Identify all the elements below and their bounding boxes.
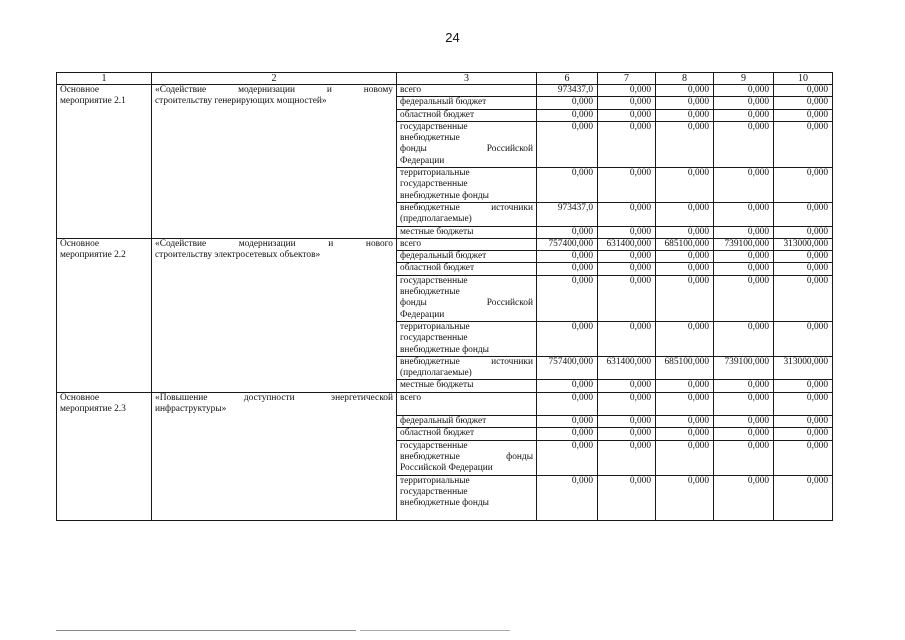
value-cell: 757400,000	[537, 356, 598, 380]
value-cell: 0,000	[598, 251, 656, 263]
funding-source	[397, 321, 537, 356]
cell-line: внебюджетные фонды	[400, 190, 489, 201]
value-cell: 0,000	[774, 380, 833, 392]
cell-line: государственные	[400, 486, 468, 497]
footer-rule	[360, 630, 510, 631]
value-cell: 0,000	[774, 168, 833, 203]
cell-line: государственные	[400, 121, 468, 132]
cell-line: территориальные	[400, 321, 470, 332]
value-cell: 0,000	[774, 109, 833, 121]
value-cell: 0,000	[537, 121, 598, 167]
value-cell: 757400,000	[537, 238, 598, 250]
table-row	[57, 392, 833, 415]
value-cell: 0,000	[598, 475, 656, 521]
value-cell: 0,000	[656, 428, 714, 440]
value-cell: 0,000	[656, 275, 714, 321]
value-cell: 0,000	[598, 202, 656, 226]
value-cell: 739100,000	[714, 238, 774, 250]
value-cell: 0,000	[656, 85, 714, 97]
value-cell: 0,000	[774, 416, 833, 428]
value-cell: 0,000	[598, 97, 656, 109]
value-cell: 0,000	[774, 475, 833, 521]
value-cell: 0,000	[598, 380, 656, 392]
cell-line: Основное	[60, 238, 100, 249]
value-cell: 0,000	[656, 251, 714, 263]
cell-line: государственные	[400, 275, 468, 286]
value-cell: 973437,0	[537, 85, 598, 97]
cell-line: областной бюджет	[400, 428, 475, 439]
funding-source	[397, 251, 537, 263]
funding-source	[397, 356, 537, 380]
value-cell: 0,000	[714, 263, 774, 275]
cell-line: федеральный бюджет	[400, 251, 487, 262]
value-cell: 0,000	[774, 121, 833, 167]
value-cell: 0,000	[537, 168, 598, 203]
value-cell: 0,000	[774, 97, 833, 109]
value-cell: 0,000	[598, 392, 656, 415]
value-cell: 973437,0	[537, 202, 598, 226]
funding-source	[397, 475, 537, 521]
value-cell: 0,000	[537, 97, 598, 109]
value-cell: 0,000	[537, 109, 598, 121]
cell-line: Основное	[60, 85, 100, 95]
value-cell: 0,000	[537, 321, 598, 356]
value-cell: 0,000	[774, 263, 833, 275]
value-cell: 0,000	[656, 440, 714, 475]
funding-source	[397, 263, 537, 275]
footer-rule	[56, 630, 356, 631]
cell-line: (предполагаемые)	[400, 368, 472, 379]
cell-line: «Содействие модернизации и новому	[155, 85, 393, 95]
value-cell: 685100,000	[656, 238, 714, 250]
header-cell: 10	[774, 73, 833, 85]
cell-line: территориальные	[400, 475, 470, 486]
value-cell: 0,000	[714, 428, 774, 440]
value-cell: 0,000	[774, 251, 833, 263]
value-cell: 0,000	[598, 109, 656, 121]
header-cell: 2	[152, 73, 397, 85]
funding-source	[397, 202, 537, 226]
funding-source	[397, 428, 537, 440]
cell-line: (предполагаемые)	[400, 214, 472, 225]
value-cell: 0,000	[774, 226, 833, 238]
value-cell: 0,000	[656, 97, 714, 109]
funding-source	[397, 109, 537, 121]
value-cell: 0,000	[774, 85, 833, 97]
cell-line: федеральный бюджет	[400, 97, 487, 108]
funding-source	[397, 440, 537, 475]
cell-line	[400, 509, 533, 520]
cell-line: строительству электросетевых объектов»	[155, 250, 321, 261]
cell-line: «Содействие модернизации и нового	[155, 238, 393, 249]
cell-line: мероприятие 2.2	[60, 250, 126, 261]
cell-line: внебюджетные	[400, 287, 460, 298]
cell-line: всего	[400, 392, 422, 403]
value-cell: 0,000	[714, 321, 774, 356]
value-cell: 0,000	[714, 275, 774, 321]
cell-line: Федерации	[400, 309, 445, 320]
header-cell: 9	[714, 73, 774, 85]
activity-title	[152, 85, 397, 239]
value-cell: 0,000	[537, 251, 598, 263]
value-cell: 739100,000	[714, 356, 774, 380]
funding-source	[397, 275, 537, 321]
value-cell: 0,000	[598, 275, 656, 321]
value-cell: 0,000	[774, 392, 833, 415]
value-cell: 0,000	[714, 440, 774, 475]
value-cell: 0,000	[714, 121, 774, 167]
value-cell: 0,000	[598, 168, 656, 203]
cell-line: мероприятие 2.3	[60, 404, 126, 415]
value-cell: 0,000	[537, 380, 598, 392]
value-cell: 0,000	[537, 275, 598, 321]
funding-source	[397, 85, 537, 97]
value-cell: 0,000	[774, 428, 833, 440]
value-cell: 0,000	[537, 440, 598, 475]
value-cell: 0,000	[774, 321, 833, 356]
value-cell: 0,000	[714, 226, 774, 238]
value-cell: 0,000	[598, 85, 656, 97]
header-row	[57, 73, 833, 85]
header-cell: 8	[656, 73, 714, 85]
cell-line: Федерации	[400, 155, 445, 166]
cell-line: внебюджетные источники	[400, 356, 533, 367]
cell-line: государственные	[400, 179, 468, 190]
page-number: 24	[445, 30, 460, 45]
activity-title	[152, 238, 397, 392]
funding-table	[56, 72, 833, 521]
value-cell: 0,000	[714, 168, 774, 203]
cell-line: «Повышение доступности энергетической	[155, 392, 393, 403]
value-cell: 0,000	[774, 275, 833, 321]
value-cell: 0,000	[714, 392, 774, 415]
value-cell: 0,000	[656, 392, 714, 415]
activity-label	[57, 238, 152, 392]
header-cell: 6	[537, 73, 598, 85]
funding-source	[397, 392, 537, 415]
value-cell: 0,000	[537, 263, 598, 275]
value-cell: 0,000	[714, 97, 774, 109]
cell-line: территориальные	[400, 168, 470, 179]
cell-line: мероприятие 2.1	[60, 96, 126, 107]
value-cell: 0,000	[537, 226, 598, 238]
cell-line: Основное	[60, 392, 100, 403]
value-cell: 685100,000	[656, 356, 714, 380]
cell-line: местные бюджеты	[400, 380, 474, 391]
value-cell: 0,000	[774, 440, 833, 475]
funding-source	[397, 168, 537, 203]
header-cell: 3	[397, 73, 537, 85]
value-cell: 0,000	[656, 321, 714, 356]
cell-line: областной бюджет	[400, 263, 475, 274]
value-cell: 0,000	[714, 380, 774, 392]
cell-line: внебюджетные источники	[400, 202, 533, 213]
value-cell: 0,000	[714, 85, 774, 97]
value-cell: 0,000	[656, 226, 714, 238]
value-cell: 0,000	[714, 475, 774, 521]
cell-line: внебюджетные фонды	[400, 344, 489, 355]
value-cell: 631400,000	[598, 356, 656, 380]
value-cell: 0,000	[714, 416, 774, 428]
cell-line: внебюджетные фонды	[400, 451, 533, 462]
value-cell: 0,000	[656, 416, 714, 428]
value-cell: 313000,000	[774, 238, 833, 250]
value-cell: 0,000	[714, 109, 774, 121]
cell-line: областной бюджет	[400, 109, 475, 120]
value-cell: 0,000	[656, 168, 714, 203]
cell-line: строительству генерирующих мощностей»	[155, 96, 327, 107]
cell-line	[400, 404, 533, 415]
funding-source	[397, 121, 537, 167]
value-cell: 0,000	[656, 202, 714, 226]
value-cell: 0,000	[537, 475, 598, 521]
table-row	[57, 238, 833, 250]
cell-line: фонды Российской	[400, 298, 533, 309]
activity-title	[152, 392, 397, 521]
cell-line: Российской Федерации	[400, 463, 493, 474]
value-cell: 0,000	[656, 263, 714, 275]
funding-source	[397, 380, 537, 392]
header-cell: 7	[598, 73, 656, 85]
header-cell: 1	[57, 73, 152, 85]
value-cell: 631400,000	[598, 238, 656, 250]
funding-source	[397, 416, 537, 428]
value-cell: 0,000	[537, 416, 598, 428]
value-cell: 0,000	[537, 392, 598, 415]
cell-line: федеральный бюджет	[400, 416, 487, 427]
value-cell: 0,000	[598, 121, 656, 167]
funding-source	[397, 97, 537, 109]
funding-source	[397, 226, 537, 238]
cell-line: местные бюджеты	[400, 226, 474, 237]
value-cell: 0,000	[656, 380, 714, 392]
value-cell: 0,000	[656, 121, 714, 167]
value-cell: 0,000	[714, 251, 774, 263]
cell-line: государственные	[400, 440, 468, 451]
value-cell: 0,000	[598, 263, 656, 275]
value-cell: 0,000	[598, 226, 656, 238]
activity-label	[57, 392, 152, 521]
value-cell: 0,000	[537, 428, 598, 440]
value-cell: 0,000	[774, 202, 833, 226]
cell-line: внебюджетные фонды	[400, 498, 489, 509]
cell-line: государственные	[400, 333, 468, 344]
value-cell: 313000,000	[774, 356, 833, 380]
cell-line: всего	[400, 238, 422, 249]
funding-source	[397, 238, 537, 250]
value-cell: 0,000	[714, 202, 774, 226]
cell-line: внебюджетные	[400, 133, 460, 144]
cell-line: фонды Российской	[400, 144, 533, 155]
activity-label	[57, 85, 152, 239]
table-row	[57, 85, 833, 97]
cell-line: инфраструктуры»	[155, 404, 227, 415]
value-cell: 0,000	[656, 109, 714, 121]
value-cell: 0,000	[598, 416, 656, 428]
value-cell: 0,000	[598, 440, 656, 475]
value-cell: 0,000	[598, 321, 656, 356]
cell-line: всего	[400, 85, 422, 95]
value-cell: 0,000	[656, 475, 714, 521]
value-cell: 0,000	[598, 428, 656, 440]
